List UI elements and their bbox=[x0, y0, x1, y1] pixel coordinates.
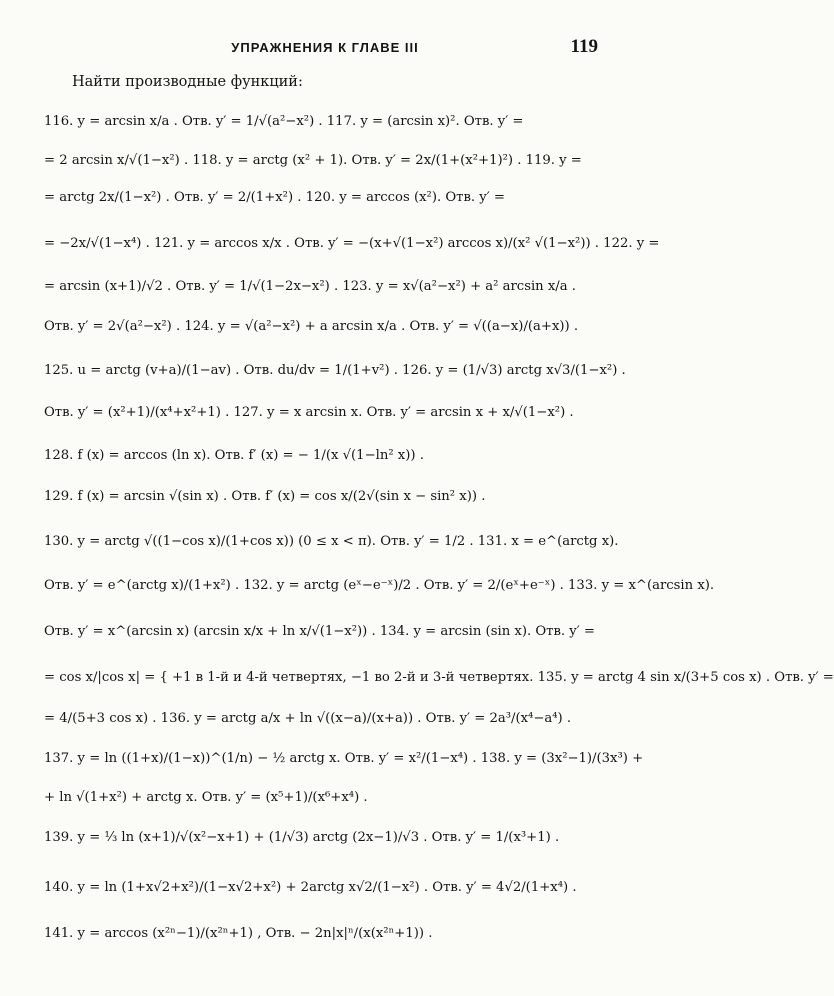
exercise-line: = cos x/|cos x| = { +1 в 1-й и 4-й четвертях, −1 во 2-й и 3-й четвертях. 135. y = arctg 4 sin x/(3+5 cos x) . Отв. y′ = bbox=[44, 670, 834, 685]
exercise-line: = 4/(5+3 cos x) . 136. y = arctg a/x + ln √((x−a)/(x+a)) . Отв. y′ = 2a³/(x⁴−a⁴) . bbox=[44, 711, 572, 726]
exercise-line: = arctg 2x/(1−x²) . Отв. y′ = 2/(1+x²) . 120. y = arccos (x²). Отв. y′ = bbox=[44, 190, 505, 205]
exercise-line: 128. f (x) = arccos (ln x). Отв. f′ (x) = − 1/(x √(1−ln² x)) . bbox=[44, 448, 424, 463]
exercise-line: 137. y = ln ((1+x)/(1−x))^(1/n) − ½ arctg x. Отв. y′ = x²/(1−x⁴) . 138. y = (3x²−1)/(3x³) + bbox=[44, 751, 644, 766]
exercise-line: = 2 arcsin x/√(1−x²) . 118. y = arctg (x² + 1). Отв. y′ = 2x/(1+(x²+1)²) . 119. y = bbox=[44, 153, 582, 168]
exercise-line: + ln √(1+x²) + arctg x. Отв. y′ = (x⁵+1)/(x⁶+x⁴) . bbox=[44, 790, 368, 805]
exercise-line: 130. y = arctg √((1−cos x)/(1+cos x)) (0 ≤ x < π). Отв. y′ = 1/2 . 131. x = e^(arctg x). bbox=[44, 534, 619, 549]
exercise-line: Отв. y′ = x^(arcsin x) (arcsin x/x + ln x/√(1−x²)) . 134. y = arcsin (sin x). Отв. y′ = bbox=[44, 624, 595, 639]
exercise-line: = −2x/√(1−x⁴) . 121. y = arccos x/x . Отв. y′ = −(x+√(1−x²) arccos x)/(x² √(1−x²)) . 122. y = bbox=[44, 236, 660, 251]
exercise-line: 129. f (x) = arcsin √(sin x) . Отв. f′ (x) = cos x/(2√(sin x − sin² x)) . bbox=[44, 489, 486, 504]
exercise-line: = arcsin (x+1)/√2 . Отв. y′ = 1/√(1−2x−x²) . 123. y = x√(a²−x²) + a² arcsin x/a . bbox=[44, 279, 576, 294]
exercise-line: Отв. y′ = (x²+1)/(x⁴+x²+1) . 127. y = x arcsin x. Отв. y′ = arcsin x + x/√(1−x²) . bbox=[44, 405, 574, 420]
exercise-line: Отв. y′ = 2√(a²−x²) . 124. y = √(a²−x²) + a arcsin x/a . Отв. y′ = √((a−x)/(a+x)) . bbox=[44, 319, 579, 334]
exercise-line: 125. u = arctg (v+a)/(1−av) . Отв. du/dv = 1/(1+v²) . 126. y = (1/√3) arctg x√3/(1−x²) . bbox=[44, 363, 626, 378]
exercise-line: 140. y = ln (1+x√2+x²)/(1−x√2+x²) + 2arctg x√2/(1−x²) . Отв. y′ = 4√2/(1+x⁴) . bbox=[44, 880, 577, 895]
intro-text: Найти производные функций: bbox=[72, 74, 303, 90]
page-number: 119 bbox=[570, 36, 598, 57]
exercise-line: 139. y = ⅓ ln (x+1)/√(x²−x+1) + (1/√3) arctg (2x−1)/√3 . Отв. y′ = 1/(x³+1) . bbox=[44, 830, 560, 845]
exercise-line: 141. y = arccos (x²ⁿ−1)/(x²ⁿ+1) , Отв. − 2n|x|ⁿ/(x(x²ⁿ+1)) . bbox=[44, 926, 433, 941]
exercise-line: Отв. y′ = e^(arctg x)/(1+x²) . 132. y = arctg (eˣ−e⁻ˣ)/2 . Отв. y′ = 2/(eˣ+e⁻ˣ) . 133. y = x^(arcsin x). bbox=[44, 578, 715, 593]
exercise-line: 116. y = arcsin x/a . Отв. y′ = 1/√(a²−x²) . 117. y = (arcsin x)². Отв. y′ = bbox=[44, 114, 524, 129]
running-title: УПРАЖНЕНИЯ К ГЛАВЕ III bbox=[231, 40, 419, 55]
